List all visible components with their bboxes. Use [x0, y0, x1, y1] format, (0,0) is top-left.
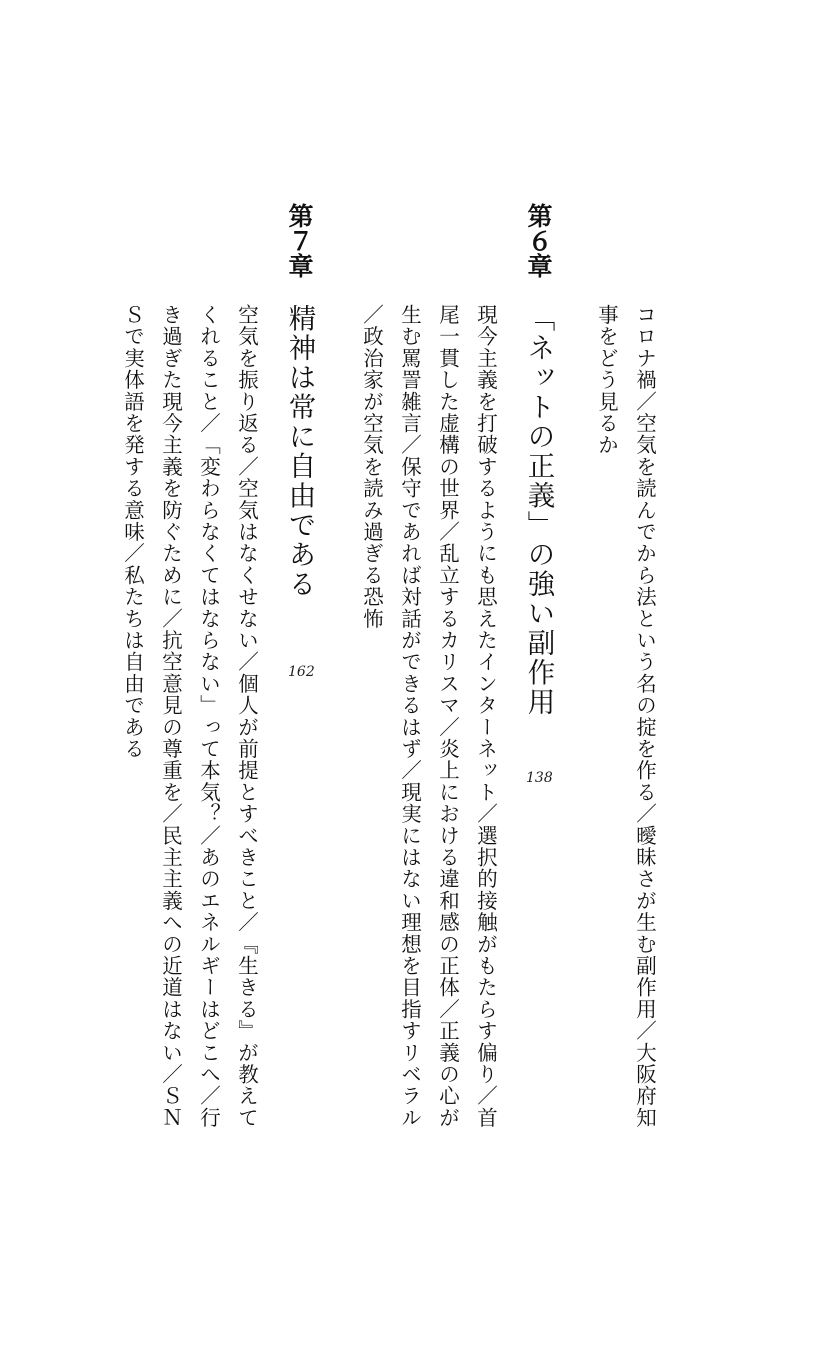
chapter6-line-1: 現今主義を打破するようにも思えたインターネット／選択的接触がもたらす偏り／首	[473, 304, 498, 1129]
chapter6-label: 第６章	[524, 203, 553, 278]
chapter7-page-number: 162	[288, 664, 315, 680]
chapter7-line-3: き過ぎた現今主義を防ぐために／抗空意見の尊重を／民主主義への近道はない／ＳＮ	[158, 304, 183, 1129]
chapter6-page-number: 138	[526, 770, 553, 786]
chapter6-line-2: 尾一貫した虚構の世界／乱立するカリスマ／炎上における違和感の正体／正義の心が	[435, 304, 460, 1129]
chapter7-line-2: くれること／「変わらなくてはならない」って本気？／あのエネルギーはどこへ／行	[196, 304, 221, 1129]
chapter6-title: 「ネットの正義」の強い副作用	[522, 304, 555, 717]
chapter6-line-3: 生む罵詈雑言／保守であれば対話ができるはず／現実にはない理想を目指すリベラル	[397, 304, 422, 1129]
chapter6-line-4: ／政治家が空気を読み過ぎる恐怖	[359, 304, 384, 630]
intro-line-1: コロナ禍／空気を読んでから法という名の掟を作る／曖昧さが生む副作用／大阪府知	[632, 304, 657, 1129]
intro-line-2: 事をどう見るか	[594, 304, 619, 456]
chapter7-title: 精神は常に自由である	[283, 304, 316, 599]
chapter7-label: 第７章	[285, 203, 314, 278]
chapter7-line-4: Ｓで実体語を発する意味／私たちは自由である	[120, 304, 145, 760]
chapter7-line-1: 空気を振り返る／空気はなくせない／個人が前提とすべきこと／『生きる』が教えて	[234, 304, 259, 1129]
